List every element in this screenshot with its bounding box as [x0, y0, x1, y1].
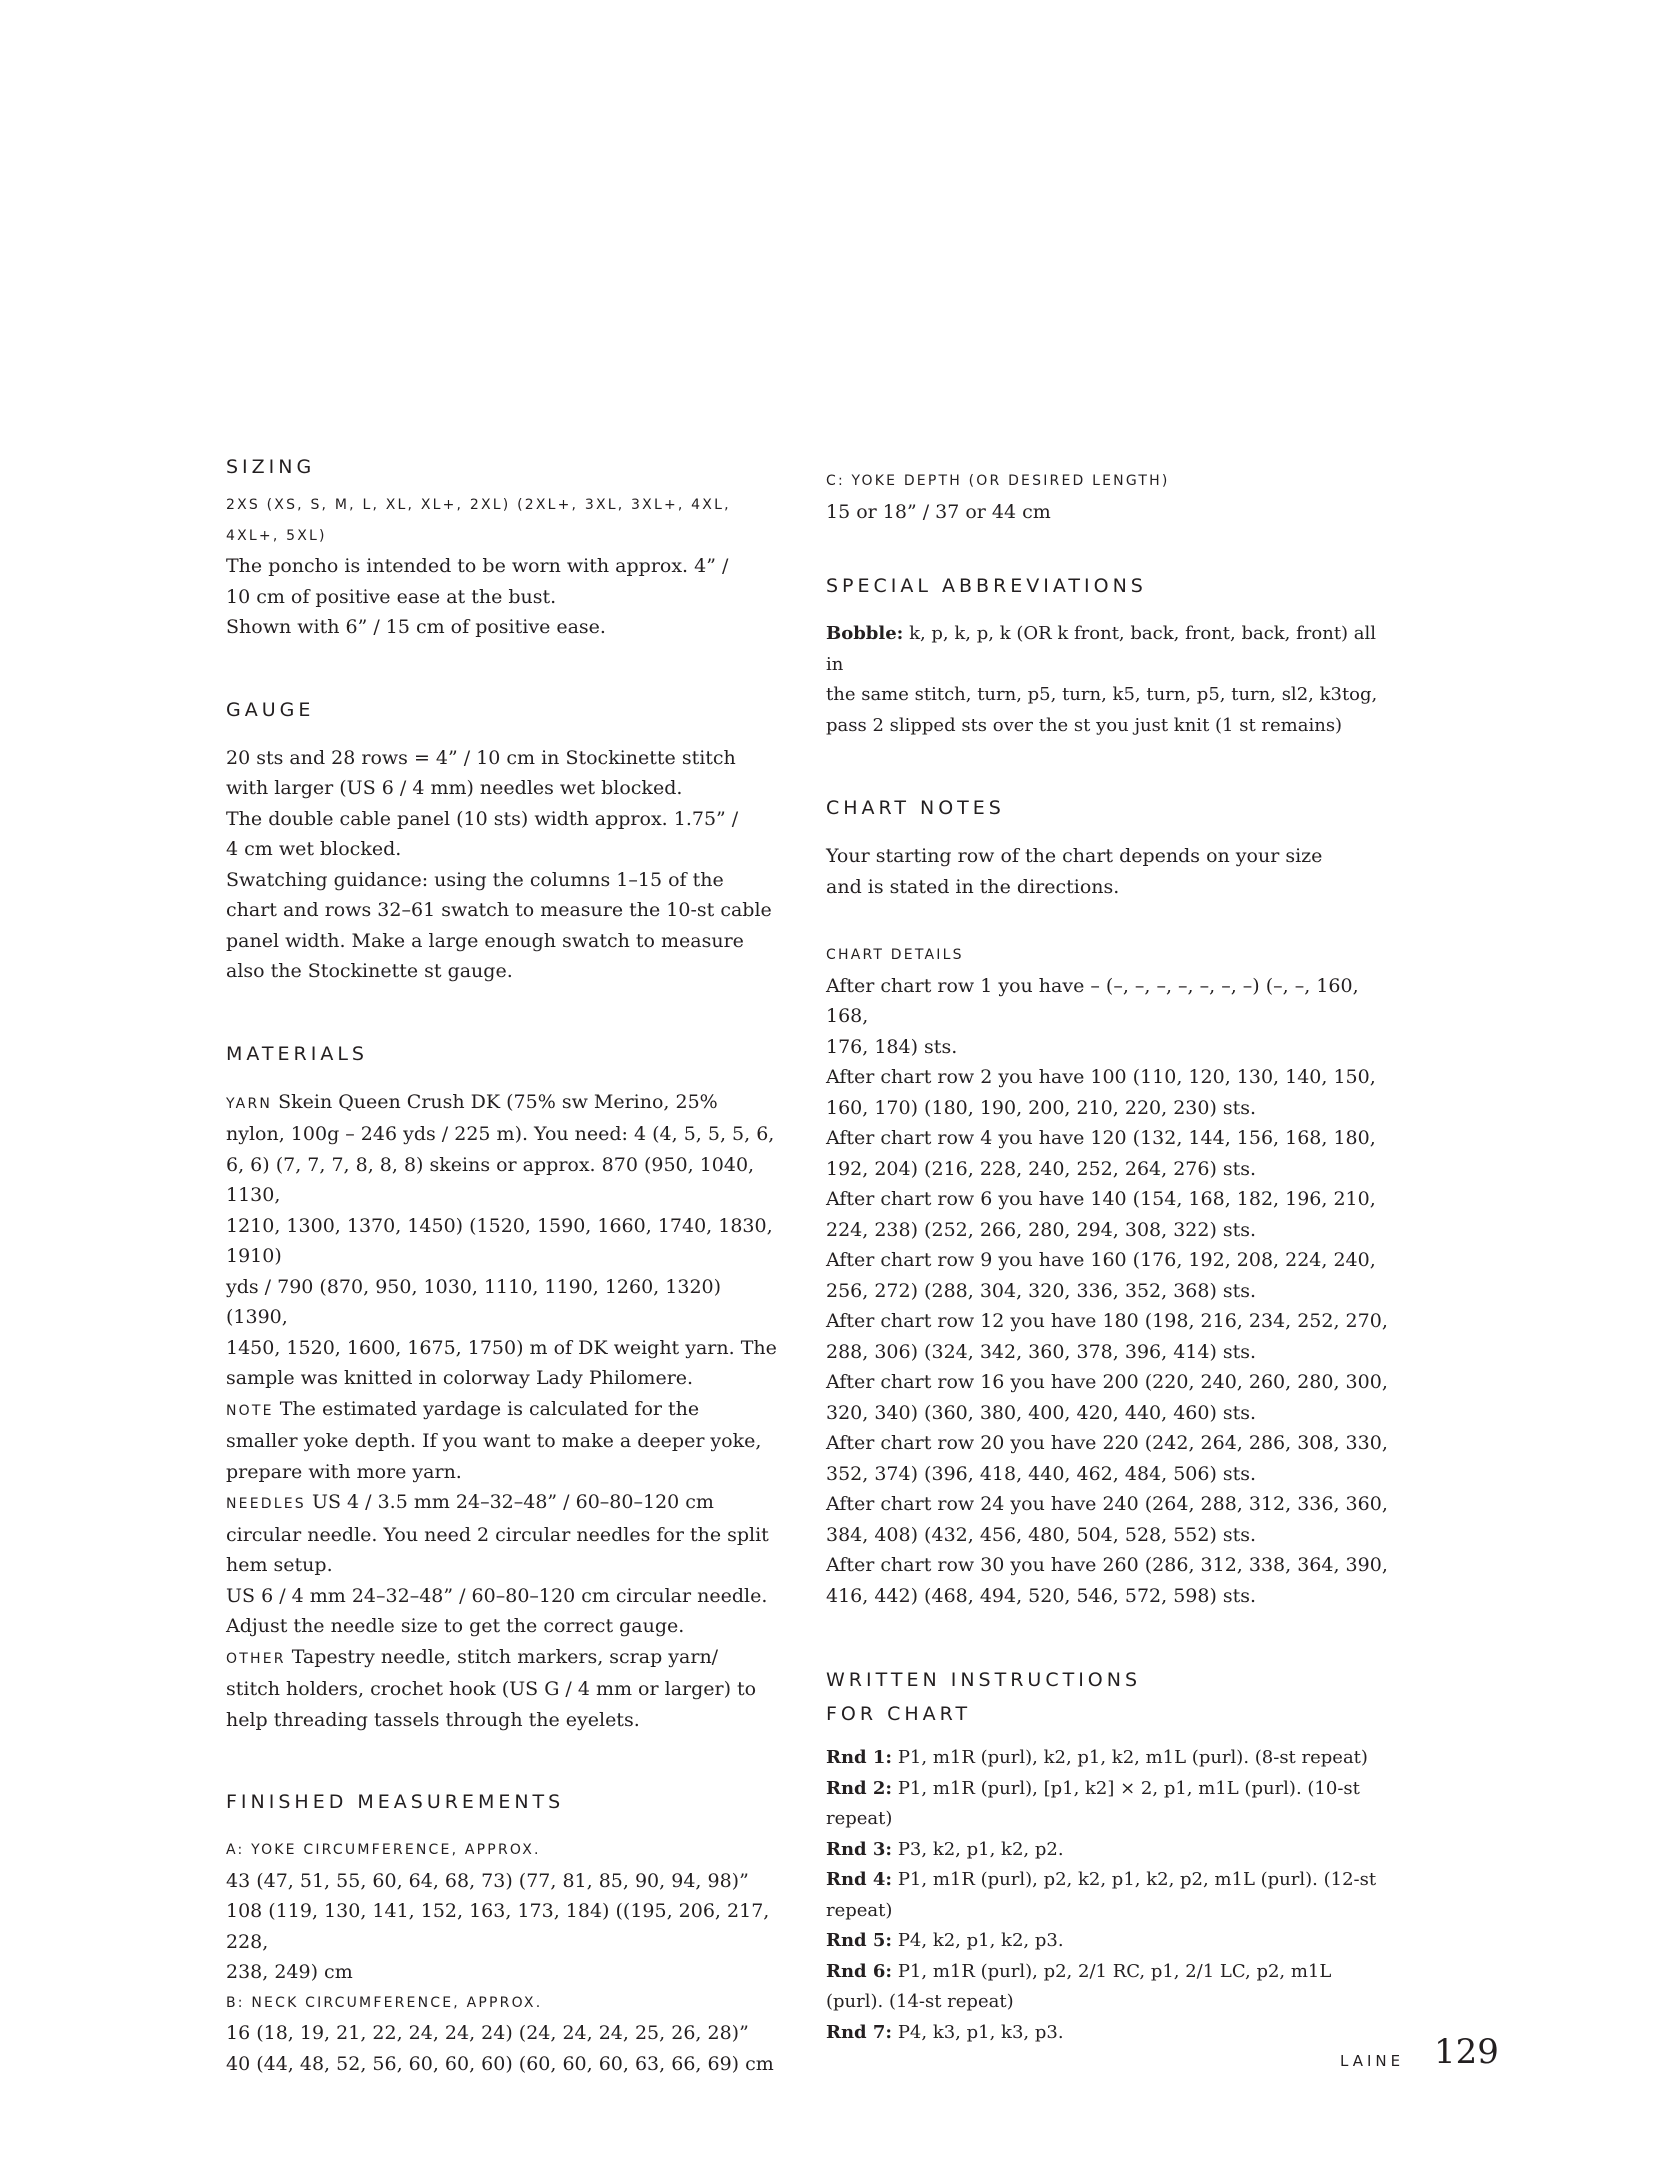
page-number: 129 [1434, 2032, 1499, 2072]
magazine-name: LAINE [1340, 2052, 1405, 2070]
yarn-line: 1450, 1520, 1600, 1675, 1750) m of DK weight yarn. The [226, 1336, 777, 1359]
materials-heading: MATERIALS [226, 1042, 368, 1065]
chart-details-line: 320, 340) (360, 380, 400, 420, 440, 460) sts. [826, 1401, 1257, 1424]
chart-details-line: 224, 238) (252, 266, 280, 294, 308, 322) sts. [826, 1218, 1257, 1241]
yarn-line: nylon, 100g – 246 yds / 225 m). You need: 4 (4, 5, 5, 5, 6, [226, 1123, 775, 1145]
chart-notes-heading: CHART NOTES [826, 797, 1005, 819]
chart-details-line: 192, 204) (216, 228, 240, 252, 264, 276) sts. [826, 1157, 1257, 1180]
neck-circumference-label: B: NECK CIRCUMFERENCE, APPROX. [226, 1994, 543, 2011]
round-text: P4, k3, p1, k3, p3. [897, 2021, 1064, 2043]
round-line-cont: (purl). (14-st repeat) [826, 1991, 1014, 2012]
sizing-heading: SIZING [226, 456, 316, 478]
gauge-line: Swatching guidance: using the columns 1–15 of the [226, 868, 724, 891]
round-text: P4, k2, p1, k2, p3. [897, 1930, 1064, 1951]
round-label: Rnd 4: [826, 1869, 893, 1890]
chart-notes-line: Your starting row of the chart depends on your size [826, 845, 1323, 867]
note-line [226, 1394, 786, 1427]
needles-line: circular needle. You need 2 circular needles for the split [226, 1523, 769, 1546]
round-label: Rnd 3: [826, 1838, 893, 1860]
yoke-circumference-line: 108 (119, 130, 141, 152, 163, 173, 184) ((195, 206, 217, 228, [226, 1900, 770, 1953]
chart-details-line: 352, 374) (396, 418, 440, 462, 484, 506) sts. [826, 1462, 1257, 1485]
round-text: P3, k2, p1, k2, p2. [897, 1838, 1064, 1860]
chart-details-line: 256, 272) (288, 304, 320, 336, 352, 368) sts. [826, 1279, 1257, 1302]
finished-heading: FINISHED MEASUREMENTS [226, 1791, 565, 1813]
gauge-line: panel width. Make a large enough swatch to measure [226, 929, 744, 952]
gauge-heading: GAUGE [226, 698, 315, 721]
chart-details-line: After chart row 24 you have 240 (264, 288, 312, 336, 360, [826, 1493, 1388, 1515]
yoke-circumference-label: A: YOKE CIRCUMFERENCE, APPROX. [226, 1842, 541, 1858]
round-text: P1, m1R (purl), k2, p1, k2, m1L (purl). (8-st repeat) [897, 1747, 1368, 1768]
sizing-line: The poncho is intended to be worn with approx. 4” / [226, 555, 729, 577]
other-text: Tapestry needle, stitch markers, scrap yarn/ [291, 1645, 719, 1668]
gauge-line: with larger (US 6 / 4 mm) needles wet blocked. [226, 777, 683, 799]
chart-details-line: After chart row 6 you have 140 (154, 168, 182, 196, 210, [826, 1188, 1376, 1210]
needles-text: US 4 / 3.5 mm 24–32–48” / 60–80–120 cm [311, 1491, 714, 1513]
yarn-line: 6, 6) (7, 7, 7, 8, 8, 8) skeins or approx. 870 (950, 1040, 1130, [226, 1153, 755, 1206]
bobble-line: the same stitch, turn, p5, turn, k5, turn, p5, turn, sl2, k3tog, [826, 684, 1378, 705]
round-text: P1, m1R (purl), p2, k2, p1, k2, p2, m1L (purl). (12-st [897, 1869, 1377, 1890]
chart-details-section [826, 940, 1396, 1611]
round-line [826, 1926, 1396, 1957]
round-label: Rnd 2: [826, 1777, 893, 1799]
round-line [826, 1835, 1396, 1866]
sizing-line: Shown with 6” / 15 cm of positive ease. [226, 616, 606, 638]
written-instructions-section [826, 1663, 1396, 2048]
round-text: P1, m1R (purl), [p1, k2] × 2, p1, m1L (purl). (10-st repeat) [826, 1777, 1360, 1829]
yoke-circumference-line: 43 (47, 51, 55, 60, 64, 68, 73) (77, 81, 85, 90, 94, 98)” [226, 1869, 749, 1892]
other-line [226, 1642, 786, 1675]
note-text: The estimated yardage is calculated for the [279, 1397, 700, 1420]
sizing-line: 10 cm of positive ease at the bust. [226, 585, 557, 608]
round-line [826, 1865, 1396, 1896]
round-text: P1, m1R (purl), p2, 2/1 RC, p1, 2/1 LC, p2, m1L [897, 1960, 1332, 1982]
yarn-line: 1210, 1300, 1370, 1450) (1520, 1590, 1660, 1740, 1830, 1910) [226, 1214, 773, 1267]
chart-details-line: After chart row 12 you have 180 (198, 216, 234, 252, 270, [826, 1310, 1388, 1332]
bobble-line [826, 619, 1396, 680]
yoke-depth-value: 15 or 18” / 37 or 44 cm [826, 500, 1051, 523]
written-heading-line1: WRITTEN INSTRUCTIONS [826, 1669, 1142, 1691]
chart-details-line: After chart row 4 you have 120 (132, 144, 156, 168, 180, [826, 1127, 1376, 1149]
round-label: Rnd 7: [826, 2021, 893, 2043]
special-abbreviations-heading: SPECIAL ABBREVIATIONS [826, 575, 1147, 597]
chart-details-line: After chart row 9 you have 160 (176, 192, 208, 224, 240, [826, 1249, 1376, 1271]
chart-details-line: 384, 408) (432, 456, 480, 504, 528, 552) sts. [826, 1523, 1257, 1546]
neck-circumference-line: 40 (44, 48, 52, 56, 60, 60, 60) (60, 60, 60, 63, 66, 69) cm [226, 2052, 774, 2075]
gauge-line: 20 sts and 28 rows = 4” / 10 cm in Stockinette stitch [226, 746, 736, 769]
chart-details-line: 288, 306) (324, 342, 360, 378, 396, 414) sts. [826, 1340, 1257, 1363]
chart-details-line: After chart row 16 you have 200 (220, 240, 260, 280, 300, [826, 1371, 1388, 1393]
chart-notes-line: and is stated in the directions. [826, 875, 1120, 898]
yarn-line [226, 1087, 786, 1120]
round-line [826, 1743, 1396, 1774]
gauge-line: The double cable panel (10 sts) width approx. 1.75” / [226, 807, 739, 830]
chart-details-label: CHART DETAILS [826, 947, 964, 963]
round-line [826, 1774, 1396, 1835]
round-label: Rnd 1: [826, 1747, 893, 1768]
neck-circumference-line: 16 (18, 19, 21, 22, 24, 24, 24) (24, 24, 24, 25, 26, 28)” [226, 2022, 749, 2044]
sizing-section [226, 452, 786, 643]
yoke-depth-label: C: YOKE DEPTH (OR DESIRED LENGTH) [826, 473, 1170, 489]
gauge-line: 4 cm wet blocked. [226, 838, 402, 860]
bobble-text: k, p, k, p, k (OR k front, back, front, back, front) all in [826, 623, 1377, 675]
round-line [826, 1957, 1396, 1988]
needles-line: hem setup. [226, 1554, 333, 1576]
chart-details-line: 416, 442) (468, 494, 520, 546, 572, 598) sts. [826, 1584, 1257, 1607]
needles-label: NEEDLES [226, 1496, 306, 1512]
gauge-line: also the Stockinette st gauge. [226, 960, 513, 982]
finished-measurements-section [226, 1787, 786, 2079]
other-label: OTHER [226, 1650, 286, 1667]
sizing-sizes: 2XS (XS, S, M, L, XL, XL+, 2XL) (2XL+, 3XL, 3XL+, 4XL, 4XL+, 5XL) [226, 497, 731, 544]
round-label: Rnd 5: [826, 1930, 893, 1951]
other-line: help threading tassels through the eyelets. [226, 1708, 640, 1731]
yoke-circumference-line: 238, 249) cm [226, 1961, 353, 1983]
note-label: NOTE [226, 1402, 274, 1419]
right-column [826, 452, 1396, 2100]
yoke-depth-section [826, 466, 1396, 527]
other-line: stitch holders, crochet hook (US G / 4 mm or larger) to [226, 1678, 757, 1700]
written-instructions-heading [826, 1663, 1396, 1731]
special-abbreviations-section [826, 571, 1396, 741]
note-line: prepare with more yarn. [226, 1460, 462, 1483]
chart-details-line: 160, 170) (180, 190, 200, 210, 220, 230) sts. [826, 1096, 1257, 1119]
needles-line [226, 1487, 786, 1520]
gauge-section [226, 695, 786, 987]
chart-details-line: After chart row 30 you have 260 (286, 312, 338, 364, 390, [826, 1554, 1388, 1576]
bobble-label: Bobble: [826, 623, 904, 644]
left-column [226, 452, 786, 2131]
chart-details-line: 176, 184) sts. [826, 1035, 958, 1058]
needles-line: Adjust the needle size to get the correct gauge. [226, 1615, 685, 1637]
chart-details-line: After chart row 1 you have – (–, –, –, –, –, –, –) (–, –, 160, 168, [826, 974, 1359, 1027]
gauge-line: chart and rows 32–61 swatch to measure the 10-st cable [226, 899, 772, 921]
note-line: smaller yoke depth. If you want to make a deeper yoke, [226, 1430, 762, 1452]
round-line-cont: repeat) [826, 1899, 893, 1921]
round-line [826, 2018, 1396, 2049]
chart-details-line: After chart row 20 you have 220 (242, 264, 286, 308, 330, [826, 1432, 1388, 1454]
materials-section [226, 1039, 786, 1736]
yarn-line: yds / 790 (870, 950, 1030, 1110, 1190, 1260, 1320) (1390, [226, 1275, 722, 1328]
yarn-line: sample was knitted in colorway Lady Philomere. [226, 1367, 694, 1389]
bobble-line: pass 2 slipped sts over the st you just knit (1 st remains) [826, 714, 1343, 736]
written-heading-line2: FOR CHART [826, 1703, 972, 1725]
chart-notes-section [826, 793, 1396, 902]
yarn-text: Skein Queen Crush DK (75% sw Merino, 25% [278, 1090, 718, 1113]
chart-details-line: After chart row 2 you have 100 (110, 120, 130, 140, 150, [826, 1066, 1376, 1088]
yarn-label: YARN [226, 1095, 273, 1112]
round-label: Rnd 6: [826, 1960, 893, 1982]
needles-line: US 6 / 4 mm 24–32–48” / 60–80–120 cm circular needle. [226, 1584, 768, 1607]
page-footer [1340, 2032, 1500, 2080]
